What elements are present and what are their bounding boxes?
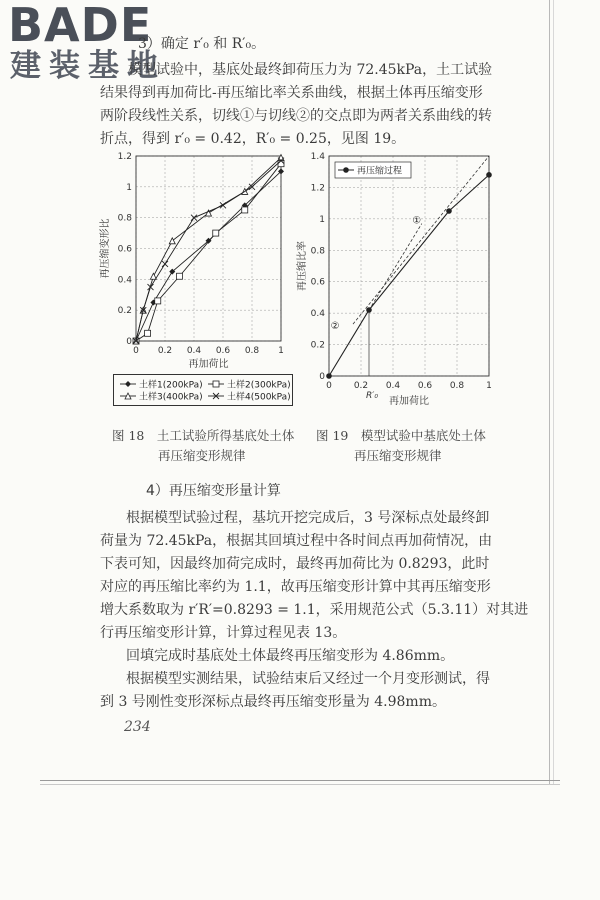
x-tick-label: 0.6	[215, 346, 231, 356]
intro-line-0: 3）确定 r′₀ 和 R′₀。	[138, 36, 266, 52]
legend-marker	[125, 381, 131, 387]
figure-19-caption-1: 图 19 模型试验中基底处土体	[316, 428, 486, 443]
data-point-series-2	[242, 207, 248, 213]
figure-18-legend	[113, 374, 293, 406]
data-point-series-2	[177, 273, 183, 279]
x-tick-label: 0	[326, 381, 332, 391]
x-axis-label: 再加荷比	[188, 359, 229, 370]
x-tick-label: 0.2	[157, 346, 173, 356]
section-p1-line-5: 增大系数取为 r′R′=0.8293 = 1.1，采用规范公式（5.3.11）对其进	[100, 602, 529, 618]
data-point-series-2	[213, 230, 219, 236]
data-point-recompression	[486, 172, 492, 178]
legend-label: 土样3(400kPa)	[139, 392, 203, 403]
y-tick-label: 0.2	[310, 340, 325, 351]
series-line-4	[136, 161, 281, 341]
page-edge-line	[549, 0, 550, 785]
figure-18-caption-1: 图 18 土工试验所得基底处土体	[112, 428, 295, 443]
y-tick-label: 0.4	[117, 275, 132, 286]
y-tick-label: 0	[319, 372, 325, 382]
logo-subtitle: 建装基地	[10, 48, 166, 84]
legend-marker	[213, 381, 219, 387]
tangent-1-label: ①	[412, 215, 422, 227]
y-axis-label: 再压缩变形比	[100, 218, 111, 279]
legend-label: 土样1(200kPa)	[139, 380, 203, 391]
y-tick-label: 0	[126, 337, 132, 347]
y-tick-label: 1.4	[310, 152, 325, 162]
section-p1-line-1: 根据模型试验过程，基坑开挖完成后，3 号深标点处最终卸	[126, 510, 490, 526]
intro-line-4: 折点，得到 r′₀ = 0.42，R′₀ = 0.25，见图 19。	[100, 131, 406, 147]
plot-frame	[329, 156, 489, 376]
x-tick-label: 0.4	[186, 346, 202, 356]
section-p1-line-4: 对应的再压缩比率约为 1.1，故再压缩变形计算中其再压缩变形	[100, 579, 491, 595]
section-p1-line-2: 荷量为 72.45kPa，根据其回填过程中各时间点再加荷情况，由	[100, 533, 493, 549]
r0-label: R′₀	[366, 391, 378, 401]
series-line-2	[136, 164, 281, 341]
series-line-1	[136, 171, 281, 341]
y-tick-label: 0.2	[117, 306, 132, 317]
section-p1-line-6: 行再压缩变形计算，计算过程见表 13。	[100, 625, 347, 641]
x-tick-label: 0.4	[385, 381, 401, 391]
bottom-rule-2	[40, 784, 560, 785]
y-tick-label: 1.2	[117, 152, 132, 162]
page-number: 234	[124, 719, 151, 735]
tangent-2-label: ②	[330, 320, 340, 332]
series-line-3	[136, 158, 281, 341]
x-tick-label: 0.8	[449, 381, 465, 391]
page-edge-line-inner	[553, 0, 554, 785]
series-line-recompression	[329, 175, 489, 376]
legend-label: 土样2(300kPa)	[227, 380, 291, 391]
legend-label: 再压缩过程	[357, 166, 403, 177]
y-tick-label: 1	[126, 182, 132, 193]
tangent-line-1	[369, 224, 422, 310]
y-tick-label: 0.6	[310, 277, 325, 288]
x-tick-label: 0.6	[417, 381, 433, 391]
logo-brand: BADE	[8, 0, 153, 52]
intro-line-2: 结果得到再加荷比-再压缩比率关系曲线，根据土体再压缩变形	[100, 85, 483, 101]
data-point-series-2	[155, 298, 161, 304]
tangent-line-2	[353, 156, 489, 324]
y-tick-label: 1.2	[310, 183, 325, 194]
figure-18-caption-2: 再压缩变形规律	[158, 448, 246, 463]
x-tick-label: 1	[278, 346, 284, 356]
bottom-rule	[40, 780, 560, 781]
data-point-series-2	[145, 330, 151, 336]
intro-line-3: 两阶段线性关系，切线①与切线②的交点即为两者关系曲线的转	[100, 108, 492, 124]
y-tick-label: 0.8	[117, 213, 132, 224]
x-tick-label: 1	[486, 381, 492, 391]
figure-19-chart	[296, 146, 506, 406]
section-p2: 回填完成时基底处土体最终再压缩变形为 4.86mm。	[126, 648, 455, 664]
intro-line-1: 模型试验中，基底处最终卸荷压力为 72.45kPa，土工试验	[128, 62, 493, 78]
y-tick-label: 0.8	[310, 246, 325, 257]
section-heading: 4）再压缩变形量计算	[146, 483, 281, 499]
y-tick-label: 0.6	[117, 244, 132, 255]
y-tick-label: 0.4	[310, 309, 325, 320]
data-point-series-2	[278, 161, 284, 167]
legend-marker	[343, 167, 349, 173]
x-tick-label: 0	[133, 346, 139, 356]
x-axis-label: 再加荷比	[389, 396, 429, 406]
y-tick-label: 1	[319, 214, 325, 225]
figure-18-chart	[96, 146, 296, 371]
section-p3-line-2: 到 3 号刚性变形深标点最终再压缩变形量为 4.98mm。	[100, 694, 446, 710]
section-p3-line-1: 根据模型实测结果，试验结束后又经过一个月变形测试，得	[126, 671, 490, 687]
legend-label: 土样4(500kPa)	[227, 392, 291, 403]
data-point-recompression	[446, 208, 452, 214]
figure-19-caption-2: 再压缩变形规律	[354, 448, 442, 463]
x-tick-label: 0.2	[353, 381, 369, 391]
data-point-recompression	[366, 307, 372, 313]
data-point-series-3	[278, 155, 284, 161]
y-axis-label: 再压缩比率	[297, 241, 308, 291]
section-p1-line-3: 下表可知，因最终加荷完成时，最终再加荷比为 0.8293，此时	[100, 556, 490, 572]
data-point-recompression	[326, 373, 332, 379]
x-tick-label: 0.8	[244, 346, 260, 356]
